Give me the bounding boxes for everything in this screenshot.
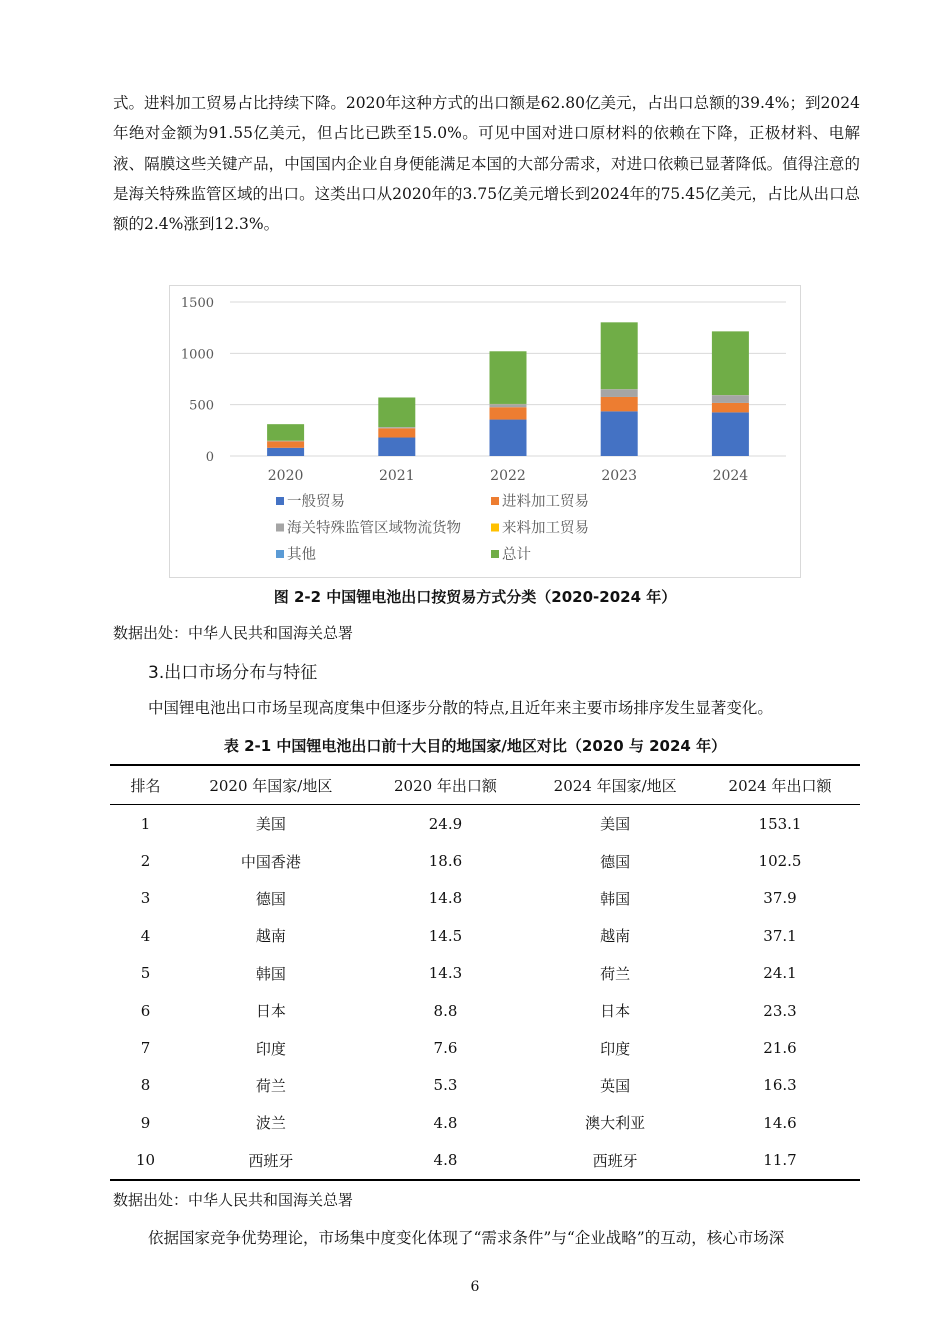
cell-2024-amount: 14.6 — [763, 1113, 797, 1132]
bar-segment — [378, 438, 415, 456]
cell-rank: 10 — [110, 1142, 181, 1180]
bar-segment — [490, 407, 527, 419]
cell-2020-country: 荷兰 — [255, 1076, 286, 1095]
cell-2024-amount: 37.9 — [763, 889, 797, 908]
table-row — [110, 1067, 860, 1104]
cell-2020-country: 中国香港 — [240, 852, 301, 871]
cell-rank: 4 — [140, 926, 151, 945]
cell-rank: 7 — [140, 1039, 151, 1058]
x-tick-label: 2022 — [490, 468, 526, 484]
table-source: 数据出处：中华人民共和国海关总署 — [113, 1191, 354, 1209]
bar-segment — [712, 412, 749, 456]
cell-2024-amount: 23.3 — [763, 1001, 797, 1020]
legend-label: 其他 — [287, 547, 316, 563]
cell-2020-country: 美国 — [255, 815, 286, 834]
legend-label: 一般贸易 — [287, 494, 345, 510]
legend-label: 海关特殊监管区域物流货物 — [287, 520, 461, 537]
bar-segment — [601, 389, 638, 397]
y-tick-label: 500 — [189, 398, 214, 414]
cell-2020-country: 越南 — [255, 927, 286, 946]
cell-2020-amount: 4.8 — [433, 1113, 458, 1132]
section-heading: 3.出口市场分布与特征 — [148, 663, 318, 683]
table-caption: 表 2-1 中国锂电池出口前十大目的地国家/地区对比（2020 与 2024 年） — [223, 737, 727, 755]
table-row — [110, 992, 860, 1029]
cell-rank: 6 — [140, 1001, 151, 1020]
cell-2024-amount: 102.5 — [758, 852, 802, 871]
cell-2024-country: 越南 — [600, 927, 631, 946]
cell-2020-amount: 18.6 — [428, 852, 463, 871]
bar-segment — [378, 397, 415, 427]
legend-label: 进料加工贸易 — [502, 494, 589, 510]
body-paragraph: 式。进料加工贸易占比持续下降。2020年这种方式的出口额是62.80亿美元，占出口总额的39.4%；到2024年绝对金额为91.55亿美元，但占比已跌至15.0%。可见中国对进口原材料的依赖在下降，正极材料、电解液、隔膜这些关键产品，中国国内企业自身便能满足本国的大部分需求，对进口依赖已显著降低。值得注意的是海关特殊监管区域的出口。这类出口从2020年的3.75亿美元增长到2024年的75.45亿美元，占比从出口总额的2.4%涨到12.3%。 — [113, 94, 860, 234]
table-header-row — [110, 765, 860, 805]
legend-swatch — [276, 524, 284, 532]
bar-segment — [712, 395, 749, 403]
cell-2024-country: 美国 — [600, 815, 631, 834]
x-tick-label: 2023 — [601, 468, 638, 484]
cell-2024-amount: 16.3 — [763, 1076, 797, 1095]
trade-mode-chart — [169, 285, 801, 578]
legend-swatch — [491, 524, 499, 532]
header-rank: 排名 — [110, 765, 181, 805]
legend-swatch — [491, 497, 499, 505]
table-row — [110, 880, 860, 917]
header-2024-country: 2024 年国家/地区 — [530, 765, 700, 805]
header-2024-amount: 2024 年出口额 — [700, 765, 860, 805]
cell-2020-amount: 4.8 — [361, 1142, 531, 1180]
cell-2024-amount: 11.7 — [700, 1142, 860, 1180]
header-2020-country: 2020 年国家/地区 — [181, 765, 361, 805]
bar-segment — [267, 448, 304, 456]
cell-2020-country: 波兰 — [255, 1114, 286, 1133]
y-tick-label: 0 — [205, 450, 214, 465]
cell-2024-country: 日本 — [600, 1002, 631, 1021]
cell-rank: 3 — [140, 889, 151, 908]
cell-2024-country: 荷兰 — [600, 964, 631, 983]
cell-2024-amount: 153.1 — [758, 814, 802, 833]
figure-caption: 图 2-2 中国锂电池出口按贸易方式分类（2020-2024 年） — [273, 588, 677, 606]
cell-2020-amount: 14.8 — [428, 889, 463, 908]
bar-segment — [601, 397, 638, 411]
legend-swatch — [276, 497, 284, 505]
header-2020-amount: 2020 年出口额 — [361, 765, 531, 805]
cell-2020-country: 印度 — [255, 1039, 286, 1058]
cell-2020-amount: 24.9 — [428, 814, 463, 833]
cell-rank: 2 — [140, 852, 151, 871]
x-tick-label: 2024 — [712, 468, 749, 484]
cell-2024-country: 澳大利亚 — [585, 1114, 646, 1133]
cell-2024-country: 西班牙 — [530, 1142, 700, 1180]
bar-segment — [601, 322, 638, 389]
stacked-bar-chart — [170, 286, 800, 577]
x-tick-label: 2021 — [378, 468, 415, 484]
legend-label: 总计 — [502, 547, 531, 563]
cell-2020-country: 西班牙 — [181, 1142, 361, 1180]
bar-segment — [490, 420, 527, 456]
cell-2020-amount: 5.3 — [433, 1076, 458, 1095]
y-tick-label: 1500 — [180, 296, 214, 311]
cell-2024-amount: 37.1 — [763, 926, 797, 945]
cell-rank: 8 — [140, 1076, 151, 1095]
bar-segment — [267, 424, 304, 441]
intro-paragraph: 中国锂电池出口市场呈现高度集中但逐步分散的特点,且近年来主要市场排序发生显著变化。 — [148, 699, 773, 717]
bar-segment — [712, 403, 749, 412]
cell-2020-amount: 14.3 — [428, 964, 463, 983]
cell-2024-amount: 24.1 — [763, 964, 797, 983]
bar-segment — [378, 428, 415, 437]
cell-2020-country: 日本 — [255, 1002, 286, 1021]
cell-2024-country: 德国 — [600, 852, 631, 871]
table-row — [110, 955, 860, 992]
bar-segment — [490, 404, 527, 407]
cell-2024-country: 印度 — [600, 1039, 631, 1058]
cell-2024-country: 韩国 — [600, 889, 631, 908]
cell-2020-country: 韩国 — [255, 964, 286, 983]
cell-2020-amount: 8.8 — [433, 1001, 458, 1020]
legend-swatch — [491, 550, 499, 558]
bar-segment — [490, 351, 527, 404]
bar-segment — [378, 427, 415, 428]
cell-2020-country: 德国 — [255, 889, 286, 908]
cell-2020-amount: 14.5 — [428, 926, 463, 945]
bar-segment — [712, 331, 749, 395]
legend-label: 来料加工贸易 — [502, 520, 589, 537]
cell-rank: 9 — [140, 1113, 151, 1132]
legend-swatch — [276, 550, 284, 558]
page-number: 6 — [470, 1279, 480, 1295]
table-row — [110, 842, 860, 879]
cell-rank: 5 — [140, 964, 151, 983]
table-row — [110, 1142, 860, 1180]
bar-segment — [267, 441, 304, 447]
table-row — [110, 1104, 860, 1141]
export-ranking-table — [110, 764, 860, 1181]
cell-2024-amount: 21.6 — [763, 1039, 797, 1058]
cell-2024-country: 英国 — [600, 1076, 631, 1095]
x-tick-label: 2020 — [267, 468, 304, 484]
figure-source: 数据出处：中华人民共和国海关总署 — [113, 624, 354, 642]
cell-rank: 1 — [140, 814, 151, 833]
closing-paragraph: 依据国家竞争优势理论，市场集中度变化体现了“需求条件”与“企业战略”的互动，核心市场深 — [148, 1229, 785, 1247]
table-row — [110, 805, 860, 843]
bar-segment — [601, 411, 638, 456]
cell-2020-amount: 7.6 — [433, 1039, 458, 1058]
y-tick-label: 1000 — [180, 347, 214, 363]
table-row — [110, 1029, 860, 1066]
table-row — [110, 917, 860, 954]
